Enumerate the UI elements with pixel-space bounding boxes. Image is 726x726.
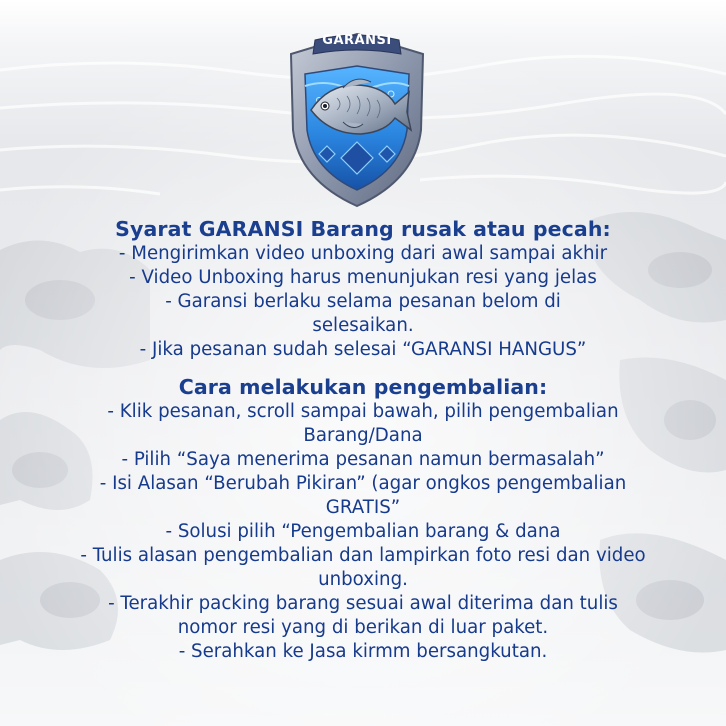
warranty-line: selesaikan. [312, 315, 414, 336]
fish-icon [303, 72, 413, 142]
warranty-line: - Mengirimkan video unboxing dari awal sampai akhir [118, 243, 608, 264]
returns-line: GRATIS” [325, 497, 401, 518]
badge-label: GARANSI [322, 33, 392, 48]
returns-line: unboxing. [318, 569, 408, 590]
returns-line: - Terakhir packing barang sesuai awal diterima dan tulis [108, 593, 618, 614]
returns-heading: Cara melakukan pengembalian: [178, 375, 548, 399]
returns-line: - Pilih “Saya menerima pesanan namun bermasalah” [121, 449, 605, 470]
returns-line: - Klik pesanan, scroll sampai bawah, pilih pengembalian [107, 401, 619, 422]
returns-line: - Tulis alasan pengembalian dan lampirkan foto resi dan video [80, 545, 646, 566]
warranty-heading: Syarat GARANSI Barang rusak atau pecah: [115, 217, 611, 241]
returns-line: - Isi Alasan “Berubah Pikiran” (agar ongkos pengembalian [99, 473, 627, 494]
warranty-line: - Jika pesanan sudah selesai “GARANSI HANGUS” [139, 339, 587, 360]
returns-line: Barang/Dana [303, 425, 423, 446]
returns-line: - Solusi pilih “Pengembalian barang & dana [165, 521, 561, 542]
warranty-line: - Video Unboxing harus menunjukan resi yang jelas [129, 267, 597, 288]
returns-line: - Serahkan ke Jasa kirmm bersangkutan. [178, 641, 548, 662]
returns-line: nomor resi yang di berikan di luar paket. [177, 617, 549, 638]
section-gap [0, 362, 726, 374]
info-text-block [0, 216, 726, 664]
warranty-line: - Garansi berlaku selama pesanan belom di [165, 291, 561, 312]
